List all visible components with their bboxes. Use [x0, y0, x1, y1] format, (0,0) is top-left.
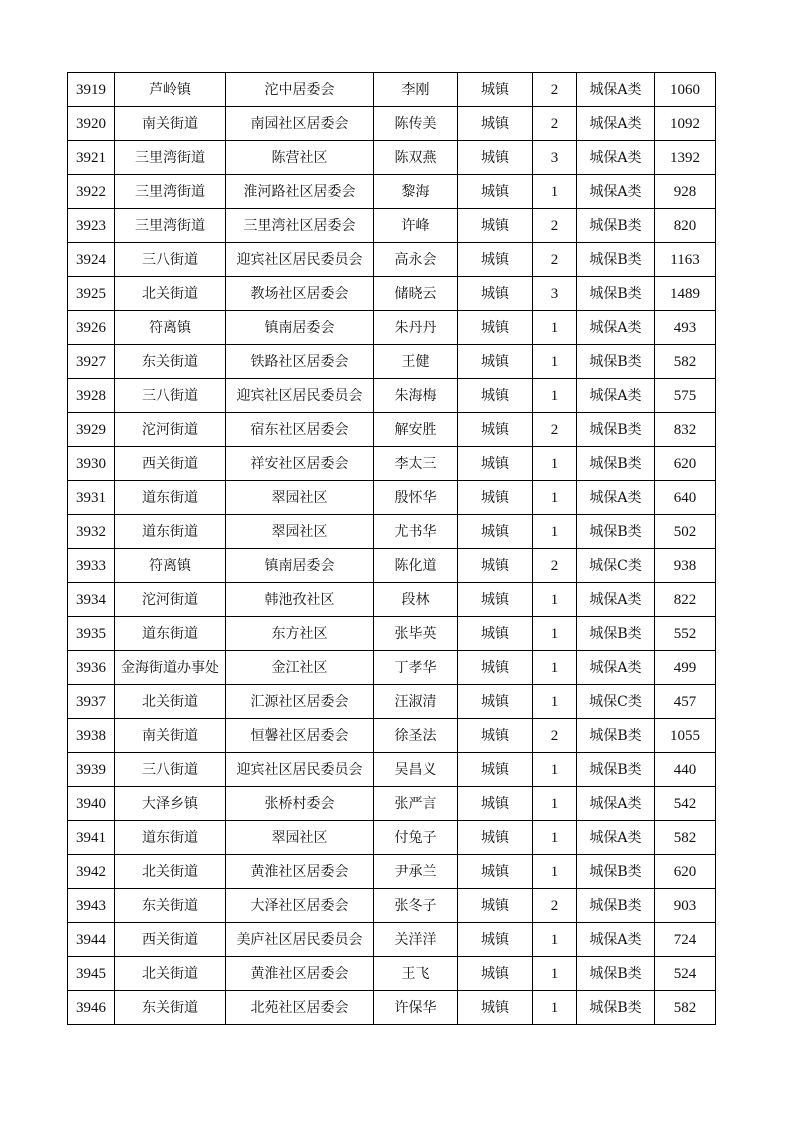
person-name-cell: 陈双燕 — [374, 141, 458, 175]
household-count-cell: 2 — [533, 107, 577, 141]
area-type-cell: 城镇 — [458, 957, 533, 991]
insurance-category-cell: 城保A类 — [577, 311, 655, 345]
person-name-cell: 尹承兰 — [374, 855, 458, 889]
table-row — [68, 753, 716, 787]
insurance-category-cell: 城保B类 — [577, 243, 655, 277]
community-name-cell: 金江社区 — [226, 651, 374, 685]
person-name-cell: 陈化道 — [374, 549, 458, 583]
street-name-cell: 北关街道 — [115, 685, 226, 719]
amount-cell: 582 — [655, 345, 716, 379]
person-name-cell: 陈传美 — [374, 107, 458, 141]
street-name-cell: 大泽乡镇 — [115, 787, 226, 821]
person-name-cell: 徐圣法 — [374, 719, 458, 753]
household-count-cell: 2 — [533, 889, 577, 923]
insurance-category-cell: 城保B类 — [577, 209, 655, 243]
household-count-cell: 1 — [533, 991, 577, 1025]
amount-cell: 582 — [655, 991, 716, 1025]
household-count-cell: 3 — [533, 277, 577, 311]
table-row — [68, 379, 716, 413]
record-number-cell: 3941 — [68, 821, 115, 855]
community-name-cell: 迎宾社区居民委员会 — [226, 243, 374, 277]
person-name-cell: 殷怀华 — [374, 481, 458, 515]
household-count-cell: 2 — [533, 549, 577, 583]
area-type-cell: 城镇 — [458, 345, 533, 379]
household-count-cell: 1 — [533, 685, 577, 719]
record-number-cell: 3928 — [68, 379, 115, 413]
household-count-cell: 1 — [533, 855, 577, 889]
household-count-cell: 1 — [533, 617, 577, 651]
insurance-category-cell: 城保A类 — [577, 141, 655, 175]
table-row — [68, 175, 716, 209]
table-row — [68, 209, 716, 243]
table-row — [68, 685, 716, 719]
community-name-cell: 恒馨社区居委会 — [226, 719, 374, 753]
record-number-cell: 3921 — [68, 141, 115, 175]
table-row — [68, 583, 716, 617]
record-number-cell: 3943 — [68, 889, 115, 923]
person-name-cell: 黎海 — [374, 175, 458, 209]
community-name-cell: 铁路社区居委会 — [226, 345, 374, 379]
street-name-cell: 沱河街道 — [115, 413, 226, 447]
area-type-cell: 城镇 — [458, 209, 533, 243]
person-name-cell: 张毕英 — [374, 617, 458, 651]
record-number-cell: 3939 — [68, 753, 115, 787]
area-type-cell: 城镇 — [458, 379, 533, 413]
street-name-cell: 三里湾街道 — [115, 175, 226, 209]
table-row — [68, 141, 716, 175]
person-name-cell: 朱丹丹 — [374, 311, 458, 345]
area-type-cell: 城镇 — [458, 277, 533, 311]
community-name-cell: 北苑社区居委会 — [226, 991, 374, 1025]
street-name-cell: 东关街道 — [115, 889, 226, 923]
amount-cell: 582 — [655, 821, 716, 855]
community-name-cell: 三里湾社区居委会 — [226, 209, 374, 243]
household-count-cell: 2 — [533, 413, 577, 447]
person-name-cell: 尤书华 — [374, 515, 458, 549]
community-name-cell: 黄淮社区居委会 — [226, 957, 374, 991]
record-number-cell: 3930 — [68, 447, 115, 481]
person-name-cell: 朱海梅 — [374, 379, 458, 413]
insurance-category-cell: 城保A类 — [577, 651, 655, 685]
insurance-category-cell: 城保A类 — [577, 583, 655, 617]
amount-cell: 1060 — [655, 73, 716, 107]
amount-cell: 575 — [655, 379, 716, 413]
insurance-category-cell: 城保A类 — [577, 73, 655, 107]
area-type-cell: 城镇 — [458, 481, 533, 515]
person-name-cell: 李太三 — [374, 447, 458, 481]
community-name-cell: 陈营社区 — [226, 141, 374, 175]
community-name-cell: 翠园社区 — [226, 821, 374, 855]
amount-cell: 822 — [655, 583, 716, 617]
insurance-category-cell: 城保A类 — [577, 107, 655, 141]
amount-cell: 1489 — [655, 277, 716, 311]
street-name-cell: 三八街道 — [115, 753, 226, 787]
amount-cell: 903 — [655, 889, 716, 923]
record-number-cell: 3934 — [68, 583, 115, 617]
street-name-cell: 北关街道 — [115, 957, 226, 991]
insurance-category-cell: 城保A类 — [577, 481, 655, 515]
street-name-cell: 三里湾街道 — [115, 209, 226, 243]
area-type-cell: 城镇 — [458, 311, 533, 345]
record-number-cell: 3937 — [68, 685, 115, 719]
street-name-cell: 金海街道办事处 — [115, 651, 226, 685]
area-type-cell: 城镇 — [458, 141, 533, 175]
person-name-cell: 付兔子 — [374, 821, 458, 855]
household-count-cell: 3 — [533, 141, 577, 175]
amount-cell: 1163 — [655, 243, 716, 277]
household-count-cell: 1 — [533, 651, 577, 685]
street-name-cell: 北关街道 — [115, 277, 226, 311]
amount-cell: 1392 — [655, 141, 716, 175]
table-row — [68, 787, 716, 821]
record-number-cell: 3936 — [68, 651, 115, 685]
street-name-cell: 东关街道 — [115, 345, 226, 379]
community-name-cell: 教场社区居委会 — [226, 277, 374, 311]
record-number-cell: 3929 — [68, 413, 115, 447]
community-name-cell: 迎宾社区居民委员会 — [226, 379, 374, 413]
person-name-cell: 张严言 — [374, 787, 458, 821]
street-name-cell: 道东街道 — [115, 617, 226, 651]
area-type-cell: 城镇 — [458, 753, 533, 787]
household-count-cell: 1 — [533, 175, 577, 209]
amount-cell: 938 — [655, 549, 716, 583]
amount-cell: 493 — [655, 311, 716, 345]
community-name-cell: 宿东社区居委会 — [226, 413, 374, 447]
table-row — [68, 957, 716, 991]
insurance-category-cell: 城保B类 — [577, 855, 655, 889]
insurance-category-cell: 城保B类 — [577, 277, 655, 311]
area-type-cell: 城镇 — [458, 73, 533, 107]
household-count-cell: 1 — [533, 923, 577, 957]
street-name-cell: 三八街道 — [115, 379, 226, 413]
insurance-category-cell: 城保A类 — [577, 379, 655, 413]
amount-cell: 440 — [655, 753, 716, 787]
person-name-cell: 储晓云 — [374, 277, 458, 311]
street-name-cell: 南关街道 — [115, 107, 226, 141]
street-name-cell: 西关街道 — [115, 923, 226, 957]
insurance-category-cell: 城保B类 — [577, 447, 655, 481]
amount-cell: 499 — [655, 651, 716, 685]
amount-cell: 1092 — [655, 107, 716, 141]
table-row — [68, 651, 716, 685]
record-number-cell: 3920 — [68, 107, 115, 141]
household-count-cell: 1 — [533, 821, 577, 855]
street-name-cell: 沱河街道 — [115, 583, 226, 617]
area-type-cell: 城镇 — [458, 175, 533, 209]
community-name-cell: 黄淮社区居委会 — [226, 855, 374, 889]
amount-cell: 832 — [655, 413, 716, 447]
person-name-cell: 许保华 — [374, 991, 458, 1025]
table-row — [68, 923, 716, 957]
record-number-cell: 3944 — [68, 923, 115, 957]
community-name-cell: 翠园社区 — [226, 481, 374, 515]
area-type-cell: 城镇 — [458, 107, 533, 141]
table-row — [68, 481, 716, 515]
community-name-cell: 镇南居委会 — [226, 311, 374, 345]
person-name-cell: 李刚 — [374, 73, 458, 107]
area-type-cell: 城镇 — [458, 243, 533, 277]
street-name-cell: 东关街道 — [115, 991, 226, 1025]
community-name-cell: 翠园社区 — [226, 515, 374, 549]
person-name-cell: 汪淑清 — [374, 685, 458, 719]
person-name-cell: 许峰 — [374, 209, 458, 243]
person-name-cell: 王健 — [374, 345, 458, 379]
community-name-cell: 淮河路社区居委会 — [226, 175, 374, 209]
area-type-cell: 城镇 — [458, 787, 533, 821]
table-row — [68, 277, 716, 311]
insurance-category-cell: 城保A类 — [577, 787, 655, 821]
insurance-category-cell: 城保B类 — [577, 719, 655, 753]
area-type-cell: 城镇 — [458, 617, 533, 651]
amount-cell: 502 — [655, 515, 716, 549]
amount-cell: 620 — [655, 855, 716, 889]
area-type-cell: 城镇 — [458, 719, 533, 753]
amount-cell: 542 — [655, 787, 716, 821]
household-count-cell: 1 — [533, 787, 577, 821]
table-row — [68, 73, 716, 107]
community-name-cell: 大泽社区居委会 — [226, 889, 374, 923]
insurance-category-cell: 城保B类 — [577, 957, 655, 991]
record-number-cell: 3942 — [68, 855, 115, 889]
street-name-cell: 符离镇 — [115, 549, 226, 583]
record-number-cell: 3933 — [68, 549, 115, 583]
amount-cell: 928 — [655, 175, 716, 209]
area-type-cell: 城镇 — [458, 821, 533, 855]
record-number-cell: 3945 — [68, 957, 115, 991]
household-count-cell: 1 — [533, 447, 577, 481]
insurance-category-cell: 城保B类 — [577, 515, 655, 549]
area-type-cell: 城镇 — [458, 515, 533, 549]
record-number-cell: 3924 — [68, 243, 115, 277]
table-row — [68, 107, 716, 141]
record-number-cell: 3932 — [68, 515, 115, 549]
person-name-cell: 高永会 — [374, 243, 458, 277]
amount-cell: 640 — [655, 481, 716, 515]
insurance-category-cell: 城保C类 — [577, 685, 655, 719]
household-count-cell: 2 — [533, 73, 577, 107]
household-count-cell: 1 — [533, 379, 577, 413]
area-type-cell: 城镇 — [458, 855, 533, 889]
household-count-cell: 1 — [533, 583, 577, 617]
community-name-cell: 沱中居委会 — [226, 73, 374, 107]
area-type-cell: 城镇 — [458, 923, 533, 957]
insurance-category-cell: 城保C类 — [577, 549, 655, 583]
table-row — [68, 889, 716, 923]
area-type-cell: 城镇 — [458, 549, 533, 583]
area-type-cell: 城镇 — [458, 651, 533, 685]
area-type-cell: 城镇 — [458, 447, 533, 481]
person-name-cell: 吴昌义 — [374, 753, 458, 787]
area-type-cell: 城镇 — [458, 991, 533, 1025]
person-name-cell: 丁孝华 — [374, 651, 458, 685]
table-row — [68, 617, 716, 651]
record-number-cell: 3922 — [68, 175, 115, 209]
record-number-cell: 3923 — [68, 209, 115, 243]
insurance-category-cell: 城保B类 — [577, 413, 655, 447]
records-table — [67, 72, 716, 1025]
record-number-cell: 3938 — [68, 719, 115, 753]
record-number-cell: 3940 — [68, 787, 115, 821]
area-type-cell: 城镇 — [458, 413, 533, 447]
amount-cell: 552 — [655, 617, 716, 651]
amount-cell: 457 — [655, 685, 716, 719]
amount-cell: 620 — [655, 447, 716, 481]
street-name-cell: 北关街道 — [115, 855, 226, 889]
community-name-cell: 南园社区居委会 — [226, 107, 374, 141]
household-count-cell: 1 — [533, 515, 577, 549]
street-name-cell: 西关街道 — [115, 447, 226, 481]
amount-cell: 820 — [655, 209, 716, 243]
person-name-cell: 张冬子 — [374, 889, 458, 923]
community-name-cell: 镇南居委会 — [226, 549, 374, 583]
community-name-cell: 汇源社区居委会 — [226, 685, 374, 719]
record-number-cell: 3926 — [68, 311, 115, 345]
community-name-cell: 美庐社区居民委员会 — [226, 923, 374, 957]
insurance-category-cell: 城保A类 — [577, 923, 655, 957]
household-count-cell: 1 — [533, 345, 577, 379]
insurance-category-cell: 城保A类 — [577, 175, 655, 209]
record-number-cell: 3931 — [68, 481, 115, 515]
table-row — [68, 821, 716, 855]
community-name-cell: 迎宾社区居民委员会 — [226, 753, 374, 787]
community-name-cell: 东方社区 — [226, 617, 374, 651]
person-name-cell: 关洋洋 — [374, 923, 458, 957]
street-name-cell: 道东街道 — [115, 481, 226, 515]
record-number-cell: 3946 — [68, 991, 115, 1025]
amount-cell: 524 — [655, 957, 716, 991]
community-name-cell: 韩池孜社区 — [226, 583, 374, 617]
table-row — [68, 413, 716, 447]
street-name-cell: 三八街道 — [115, 243, 226, 277]
insurance-category-cell: 城保B类 — [577, 617, 655, 651]
street-name-cell: 符离镇 — [115, 311, 226, 345]
household-count-cell: 1 — [533, 753, 577, 787]
record-number-cell: 3927 — [68, 345, 115, 379]
table-row — [68, 719, 716, 753]
amount-cell: 724 — [655, 923, 716, 957]
insurance-category-cell: 城保B类 — [577, 753, 655, 787]
community-name-cell: 祥安社区居委会 — [226, 447, 374, 481]
record-number-cell: 3925 — [68, 277, 115, 311]
person-name-cell: 解安胜 — [374, 413, 458, 447]
table-row — [68, 243, 716, 277]
table-row — [68, 855, 716, 889]
household-count-cell: 1 — [533, 481, 577, 515]
street-name-cell: 三里湾街道 — [115, 141, 226, 175]
area-type-cell: 城镇 — [458, 685, 533, 719]
street-name-cell: 道东街道 — [115, 821, 226, 855]
table-row — [68, 515, 716, 549]
area-type-cell: 城镇 — [458, 583, 533, 617]
household-count-cell: 1 — [533, 311, 577, 345]
table-row — [68, 345, 716, 379]
insurance-category-cell: 城保B类 — [577, 889, 655, 923]
household-count-cell: 2 — [533, 243, 577, 277]
area-type-cell: 城镇 — [458, 889, 533, 923]
community-name-cell: 张桥村委会 — [226, 787, 374, 821]
insurance-category-cell: 城保B类 — [577, 345, 655, 379]
record-number-cell: 3935 — [68, 617, 115, 651]
table-row — [68, 311, 716, 345]
table-row — [68, 549, 716, 583]
household-count-cell: 2 — [533, 719, 577, 753]
street-name-cell: 芦岭镇 — [115, 73, 226, 107]
household-count-cell: 1 — [533, 957, 577, 991]
amount-cell: 1055 — [655, 719, 716, 753]
table-row — [68, 447, 716, 481]
table-row — [68, 991, 716, 1025]
insurance-category-cell: 城保B类 — [577, 991, 655, 1025]
insurance-category-cell: 城保A类 — [577, 821, 655, 855]
street-name-cell: 道东街道 — [115, 515, 226, 549]
person-name-cell: 王飞 — [374, 957, 458, 991]
record-number-cell: 3919 — [68, 73, 115, 107]
street-name-cell: 南关街道 — [115, 719, 226, 753]
table-body — [68, 73, 716, 1025]
household-count-cell: 2 — [533, 209, 577, 243]
person-name-cell: 段林 — [374, 583, 458, 617]
